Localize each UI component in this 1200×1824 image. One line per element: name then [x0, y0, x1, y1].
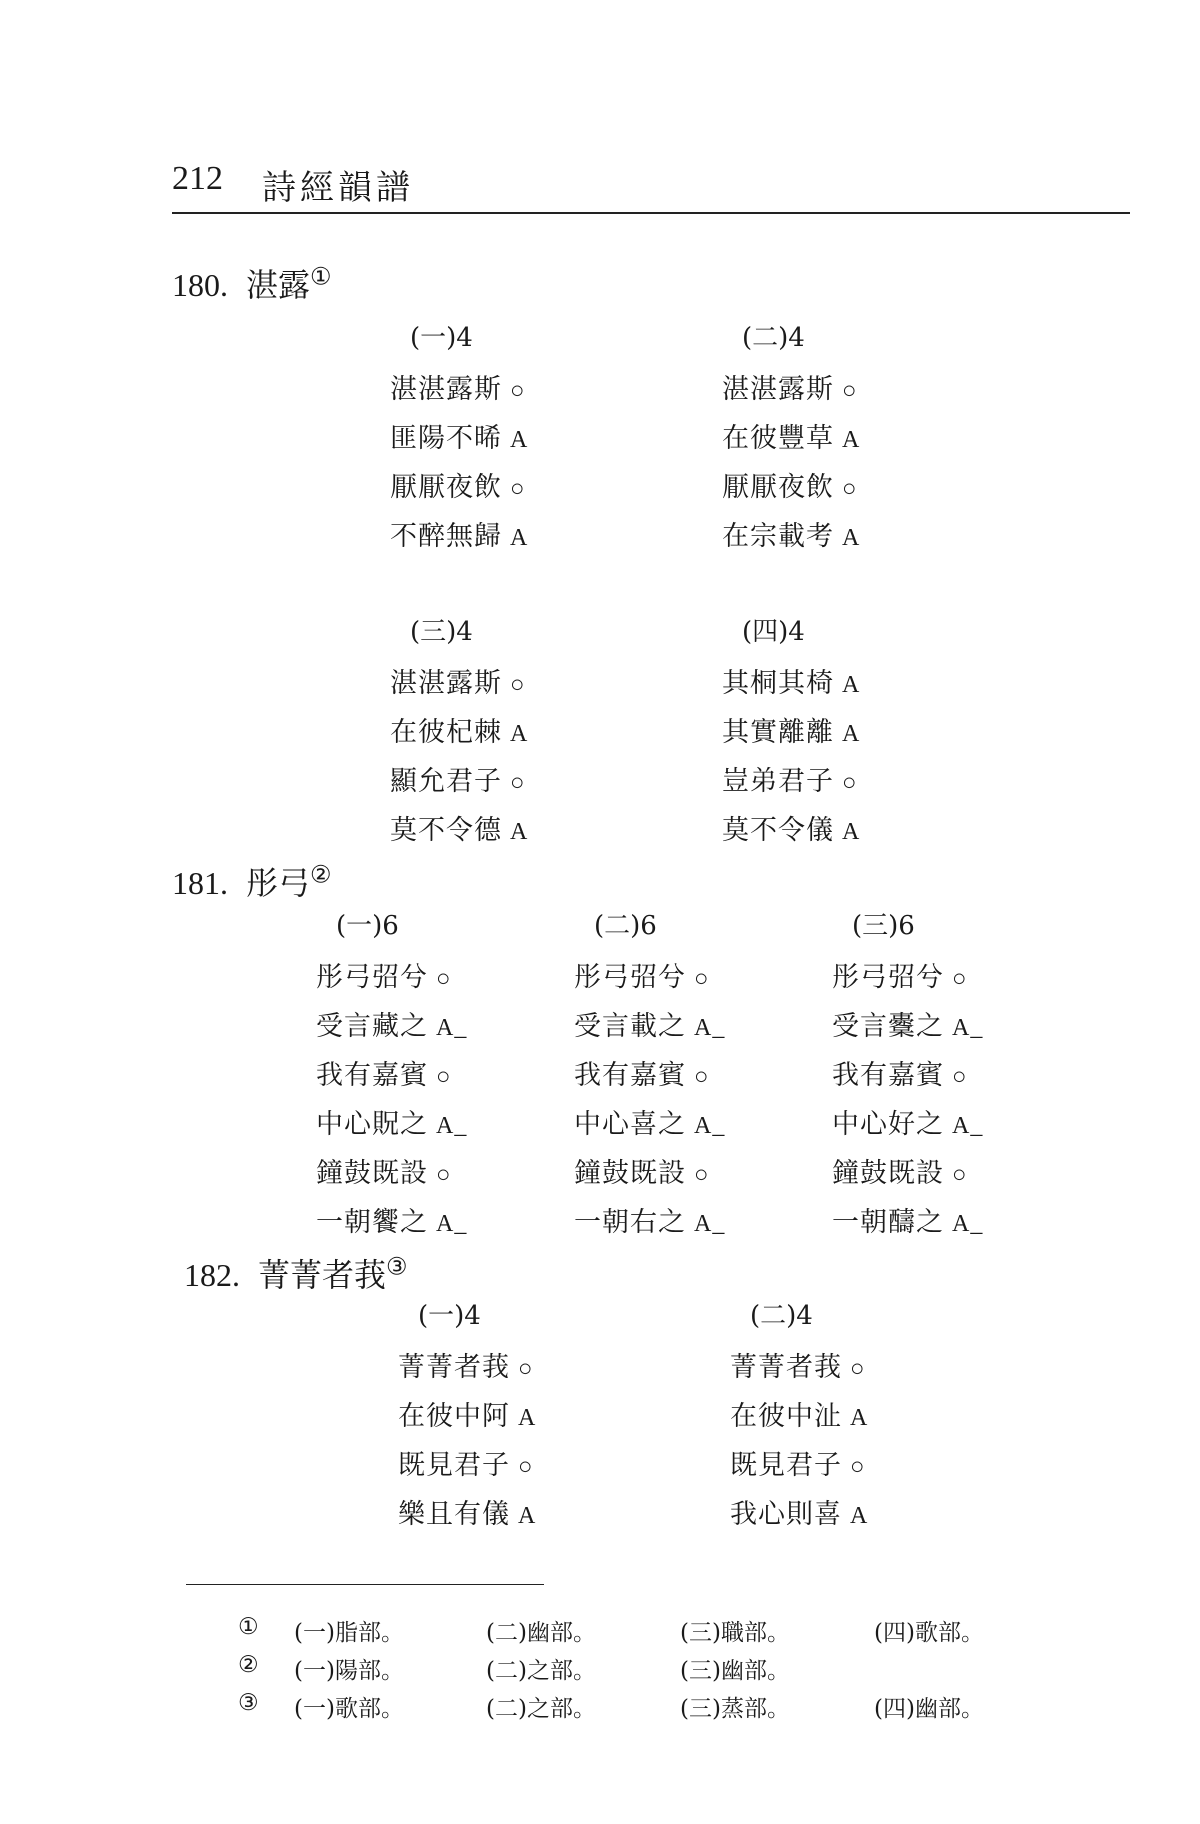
rhyme-mark: A — [842, 672, 861, 698]
rhyme-mark: A — [510, 819, 529, 845]
verse-line: 受言櫜之 A_ — [832, 1011, 984, 1042]
poem-title-182 — [184, 1250, 408, 1296]
stanza — [390, 318, 528, 566]
verse-line: 莫不令德 A — [390, 815, 529, 846]
rhyme-mark: A_ — [436, 1015, 468, 1041]
verse-line: 厭厭夜飲 ○ — [390, 472, 526, 503]
footnote-item: (二)之部。 — [486, 1696, 596, 1722]
rhyme-mark: A — [842, 427, 861, 453]
stanza-label: (二)4 — [750, 1301, 813, 1331]
verse-line: 鐘鼓既設 ○ — [316, 1158, 452, 1189]
footnote-row — [238, 1652, 1038, 1686]
stanza-label: (一)4 — [410, 323, 473, 353]
rhyme-mark: A_ — [952, 1211, 984, 1237]
rhyme-mark: ○ — [850, 1356, 866, 1382]
footnote-item: (三)蒸部。 — [680, 1696, 790, 1722]
verse-line: 鐘鼓既設 ○ — [832, 1158, 968, 1189]
rhyme-mark: A — [842, 721, 861, 747]
stanza — [730, 1296, 868, 1544]
verse-line: 中心貺之 A_ — [316, 1109, 468, 1140]
verse-line: 湛湛露斯 ○ — [390, 668, 526, 699]
stanza-label: (三)6 — [852, 911, 915, 941]
rhyme-mark: ○ — [436, 966, 452, 992]
poem-number: 182. — [184, 1257, 240, 1293]
verse-line: 厭厭夜飲 ○ — [722, 472, 858, 503]
rhyme-mark: A_ — [436, 1113, 468, 1139]
verse-line: 在宗載考 A — [722, 521, 861, 552]
footnote-rule — [186, 1584, 544, 1585]
verse-line: 彤弓弨兮 ○ — [832, 962, 968, 993]
stanza-label: (四)4 — [742, 617, 805, 647]
poem-name: 彤弓 — [246, 864, 311, 902]
footnote-ref: ① — [310, 262, 332, 291]
verse-line: 其實離離 A — [722, 717, 861, 748]
rhyme-mark: A_ — [436, 1211, 468, 1237]
footnote-row — [238, 1614, 1038, 1648]
footnote-mark: ③ — [238, 1690, 259, 1716]
rhyme-mark: ○ — [952, 1064, 968, 1090]
stanza — [316, 906, 467, 1252]
footnote-item: (四)幽部。 — [874, 1696, 984, 1722]
stanza-label: (三)4 — [410, 617, 473, 647]
rhyme-mark: A — [842, 819, 861, 845]
rhyme-mark: A — [510, 427, 529, 453]
rhyme-mark: ○ — [510, 672, 526, 698]
stanza-label: (二)6 — [594, 911, 657, 941]
stanza — [390, 612, 528, 860]
verse-line: 我有嘉賓 ○ — [316, 1060, 452, 1091]
rhyme-mark: ○ — [952, 966, 968, 992]
rhyme-mark: ○ — [694, 1162, 710, 1188]
verse-line: 在彼中沚 A — [730, 1401, 869, 1432]
rhyme-mark: A — [842, 525, 861, 551]
poem-title-180 — [172, 260, 332, 306]
stanza — [574, 906, 725, 1252]
verse-line: 鐘鼓既設 ○ — [574, 1158, 710, 1189]
footnote-item: (一)脂部。 — [294, 1620, 404, 1646]
rhyme-mark: ○ — [436, 1162, 452, 1188]
poem-title-181 — [172, 858, 332, 904]
rhyme-mark: ○ — [510, 378, 526, 404]
rhyme-mark: A_ — [952, 1113, 984, 1139]
rhyme-mark: ○ — [952, 1162, 968, 1188]
rhyme-mark: ○ — [842, 476, 858, 502]
footnote-item: (二)之部。 — [486, 1658, 596, 1684]
rhyme-mark: A — [510, 721, 529, 747]
verse-line: 在彼中阿 A — [398, 1401, 537, 1432]
footnote-ref: ③ — [386, 1252, 408, 1281]
footnote-row — [238, 1690, 1038, 1724]
rhyme-mark: ○ — [842, 770, 858, 796]
poem-name: 菁菁者莪 — [258, 1256, 387, 1294]
poem-name: 湛露 — [246, 266, 311, 304]
verse-line: 樂且有儀 A — [398, 1499, 537, 1530]
rhyme-mark: A — [518, 1503, 537, 1529]
verse-line: 莫不令儀 A — [722, 815, 861, 846]
verse-line: 一朝醻之 A_ — [832, 1207, 984, 1238]
stanza-label: (一)6 — [336, 911, 399, 941]
rhyme-mark: ○ — [436, 1064, 452, 1090]
footnote-item: (二)幽部。 — [486, 1620, 596, 1646]
header-rule — [172, 212, 1130, 214]
footnote-ref: ② — [310, 860, 332, 889]
stanza-label: (二)4 — [742, 323, 805, 353]
verse-line: 湛湛露斯 ○ — [722, 374, 858, 405]
verse-line: 菁菁者莪 ○ — [730, 1352, 866, 1383]
rhyme-mark: ○ — [842, 378, 858, 404]
footnote-item: (一)陽部。 — [294, 1658, 404, 1684]
poem-number: 180. — [172, 267, 228, 303]
verse-line: 一朝右之 A_ — [574, 1207, 726, 1238]
stanza-label: (一)4 — [418, 1301, 481, 1331]
rhyme-mark: A — [850, 1503, 869, 1529]
verse-line: 菁菁者莪 ○ — [398, 1352, 534, 1383]
verse-line: 匪陽不晞 A — [390, 423, 529, 454]
verse-line: 在彼豐草 A — [722, 423, 861, 454]
verse-line: 彤弓弨兮 ○ — [574, 962, 710, 993]
rhyme-mark: ○ — [510, 770, 526, 796]
rhyme-mark: ○ — [694, 966, 710, 992]
rhyme-mark: ○ — [518, 1454, 534, 1480]
rhyme-mark: A_ — [952, 1015, 984, 1041]
rhyme-mark: ○ — [510, 476, 526, 502]
verse-line: 中心好之 A_ — [832, 1109, 984, 1140]
stanza — [832, 906, 983, 1252]
verse-line: 既見君子 ○ — [730, 1450, 866, 1481]
footnote-mark: ② — [238, 1652, 259, 1678]
stanza — [722, 612, 860, 860]
verse-line: 顯允君子 ○ — [390, 766, 526, 797]
rhyme-mark: ○ — [518, 1356, 534, 1382]
footnote-item: (三)幽部。 — [680, 1658, 790, 1684]
verse-line: 不醉無歸 A — [390, 521, 529, 552]
rhyme-mark: A_ — [694, 1211, 726, 1237]
rhyme-mark: ○ — [850, 1454, 866, 1480]
rhyme-mark: A_ — [694, 1015, 726, 1041]
footnote-item: (一)歌部。 — [294, 1696, 404, 1722]
book-title: 詩經韻譜 — [262, 168, 414, 208]
page-number: 212 — [172, 160, 223, 197]
verse-line: 受言載之 A_ — [574, 1011, 726, 1042]
rhyme-mark: A — [510, 525, 529, 551]
verse-line: 豈弟君子 ○ — [722, 766, 858, 797]
verse-line: 我有嘉賓 ○ — [574, 1060, 710, 1091]
verse-line: 我心則喜 A — [730, 1499, 869, 1530]
verse-line: 受言藏之 A_ — [316, 1011, 468, 1042]
verse-line: 在彼杞棘 A — [390, 717, 529, 748]
rhyme-mark: A — [518, 1405, 537, 1431]
verse-line: 既見君子 ○ — [398, 1450, 534, 1481]
footnote-item: (四)歌部。 — [874, 1620, 984, 1646]
footnote-item: (三)職部。 — [680, 1620, 790, 1646]
verse-line: 一朝饗之 A_ — [316, 1207, 468, 1238]
verse-line: 中心喜之 A_ — [574, 1109, 726, 1140]
verse-line: 彤弓弨兮 ○ — [316, 962, 452, 993]
verse-line: 其桐其椅 A — [722, 668, 861, 699]
verse-line: 湛湛露斯 ○ — [390, 374, 526, 405]
verse-line: 我有嘉賓 ○ — [832, 1060, 968, 1091]
rhyme-mark: ○ — [694, 1064, 710, 1090]
stanza — [722, 318, 860, 566]
rhyme-mark: A_ — [694, 1113, 726, 1139]
stanza — [398, 1296, 536, 1544]
rhyme-mark: A — [850, 1405, 869, 1431]
footnote-mark: ① — [238, 1614, 259, 1640]
poem-number: 181. — [172, 865, 228, 901]
